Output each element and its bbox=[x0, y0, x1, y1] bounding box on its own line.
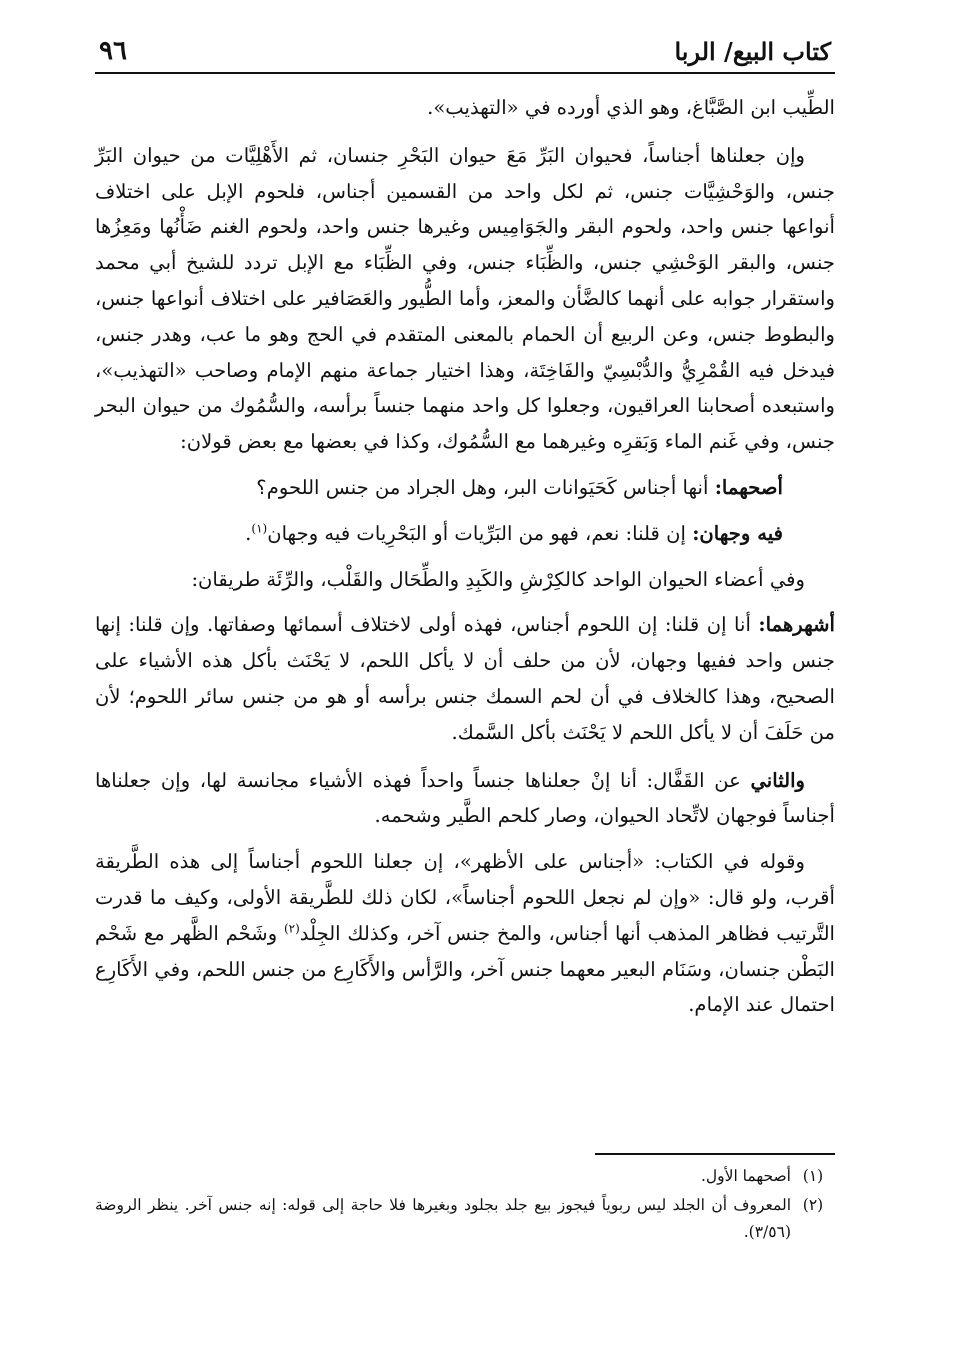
footnote-text: المعروف أن الجلد ليس ربوياً فيجوز بيع جلد بجلود وبغيرها فلا حاجة إلى قوله: إنه جنس آخر. ينظر الروضة (٣/٥٦). bbox=[95, 1196, 791, 1241]
point-asahhuma bbox=[95, 470, 835, 506]
point-label: فيه وجهان: bbox=[692, 521, 783, 545]
footnote-ref-2[interactable]: (٢) bbox=[283, 921, 300, 936]
paragraph-2: وإن جعلناها أجناساً، فحيوان البَرِّ مَعَ حيوان البَحْرِ جنسان، ثم الأَهْلِيَّات من حيوان البَرِّ جنس، والوَحْشِيَّات جنس، ثم لكل واحد من القسمين أجناس، فلحوم الإبل على اختلاف أنواعها جنس واحد، ولحوم البقر والجَوَامِيس وغيرها جنس واحد، ولحوم الغنم ضَأْنُها ومَعِزُها جنس، والبقر الوَحْشِي جنس، والظِّبَاء جنس، وفي الظِّبَاء مع الإبل تردد للشيخ أبي محمد واستقرار جوابه على أنهما كالضَّأن والمعز، وأما الطُّيور والعَصَافير على اختلاف أنواعها جنس، والبطوط جنس، وعن الربيع أن الحمام بالمعنى المتقدم في الحج وهو ما عب، وهدر جنس، فيدخل فيه القُمْرِيُّ والدُّبْسِيّ والفَاخِتَة، وهذا اختيار جماعة منهم الإمام وصاحب «التهذيب»، واستبعده أصحابنا العراقيون، وجعلوا كل واحد منهما جنساً برأسه، والسُّمُوك من حيوان البحر جنس، وفي غَنم الماء وَبَقرِه وغيرهما مع السُّمُوك، وكذا في بعضها مع بعض قولان: bbox=[95, 143, 835, 454]
footnote-ref-1[interactable]: (١) bbox=[251, 521, 268, 536]
footnotes bbox=[95, 1163, 835, 1248]
running-title: كتاب البيع/ الربا bbox=[674, 37, 831, 66]
paragraph-1: الطِّيب ابن الصَّبَّاغ، وهو الذي أورده في «التهذيب». bbox=[427, 96, 835, 119]
footnote-2 bbox=[95, 1192, 835, 1246]
footnote-divider bbox=[595, 1153, 835, 1155]
point-text: عن القَفَّال: أنا إنْ جعلناها جنساً واحداً فهذه الأشياء مجانسة لها، وإن جعلناها أجناساً فوجهان لاتِّحاد الحيوان، وصار كلحم الطَّير وشحمه. bbox=[95, 768, 835, 828]
point-thani bbox=[95, 763, 835, 835]
footnote-text: أصحهما الأول. bbox=[700, 1167, 791, 1185]
point-text: إن قلنا: نعم، فهو من البَرِّيات أو البَحْرِيات فيه وجهان bbox=[267, 521, 686, 545]
point-fihi-wajhan bbox=[95, 516, 835, 552]
closing-text-2: وشَحْم الظَّهر مع شَحْم البَطْن جنسان، وسَنَام البعير معهما جنس آخر، والرَّأس والأَكَارِع من جنس اللحم، وفي الأَكَارِع احتمال عند الإمام. bbox=[95, 921, 835, 1017]
footnote-1 bbox=[95, 1163, 835, 1190]
page-number: ٩٦ bbox=[99, 36, 127, 66]
closing-paragraph bbox=[95, 844, 835, 1023]
page-header bbox=[95, 30, 835, 74]
footnote-number: (٢) bbox=[802, 1196, 824, 1214]
point-label: أصحهما: bbox=[714, 475, 783, 499]
point-text: أنا إن قلنا: إن اللحوم أجناس، فهذه أولى لاختلاف أسمائها وصفاتها. وإن قلنا: إنها جنس واحد ففيها وجهان، لأن من حلف أن لا يأكل اللحم، لا يَحْنَث بأكل هذه الأشياء على الصحيح، وهذا كالخلاف في أن لحم السمك جنس برأسه أو هو من جنس سائر اللحوم؛ لأن من حَلَفَ أن لا يأكل اللحم لا يَحْنَث بأكل السَّمك. bbox=[95, 613, 835, 744]
point-end: . bbox=[245, 521, 252, 545]
point-label: والثاني bbox=[750, 768, 805, 792]
closing-text: وقوله في الكتاب: «أجناس على الأظهر»، إن جعلنا اللحوم أجناساً إلى هذه الطَّريقة أقرب، ولو قال: «وإن لم نجعل اللحوم أجناساً»، لكان ذلك للطَّريقة الأولى، وكيف ما قدرت التَّرتيب فظاهر المذهب أنها أجناس، والمخ جنس آخر، وكذلك الجِلْد bbox=[95, 850, 836, 945]
footnote-number: (١) bbox=[802, 1167, 824, 1185]
main-text bbox=[95, 90, 835, 1023]
page bbox=[95, 30, 835, 1033]
point-ashharuhuma bbox=[95, 607, 835, 750]
point-text: أنها أجناس كَحَيَوانات البر، وهل الجراد من جنس اللحوم؟ bbox=[256, 475, 709, 499]
organs-intro: وفي أعضاء الحيوان الواحد كالكِرْشِ والكَبِدِ والطِّحَال والقَلْب، والرِّئَة طريقان: bbox=[191, 567, 805, 591]
point-label: أشهرهما: bbox=[758, 613, 835, 637]
